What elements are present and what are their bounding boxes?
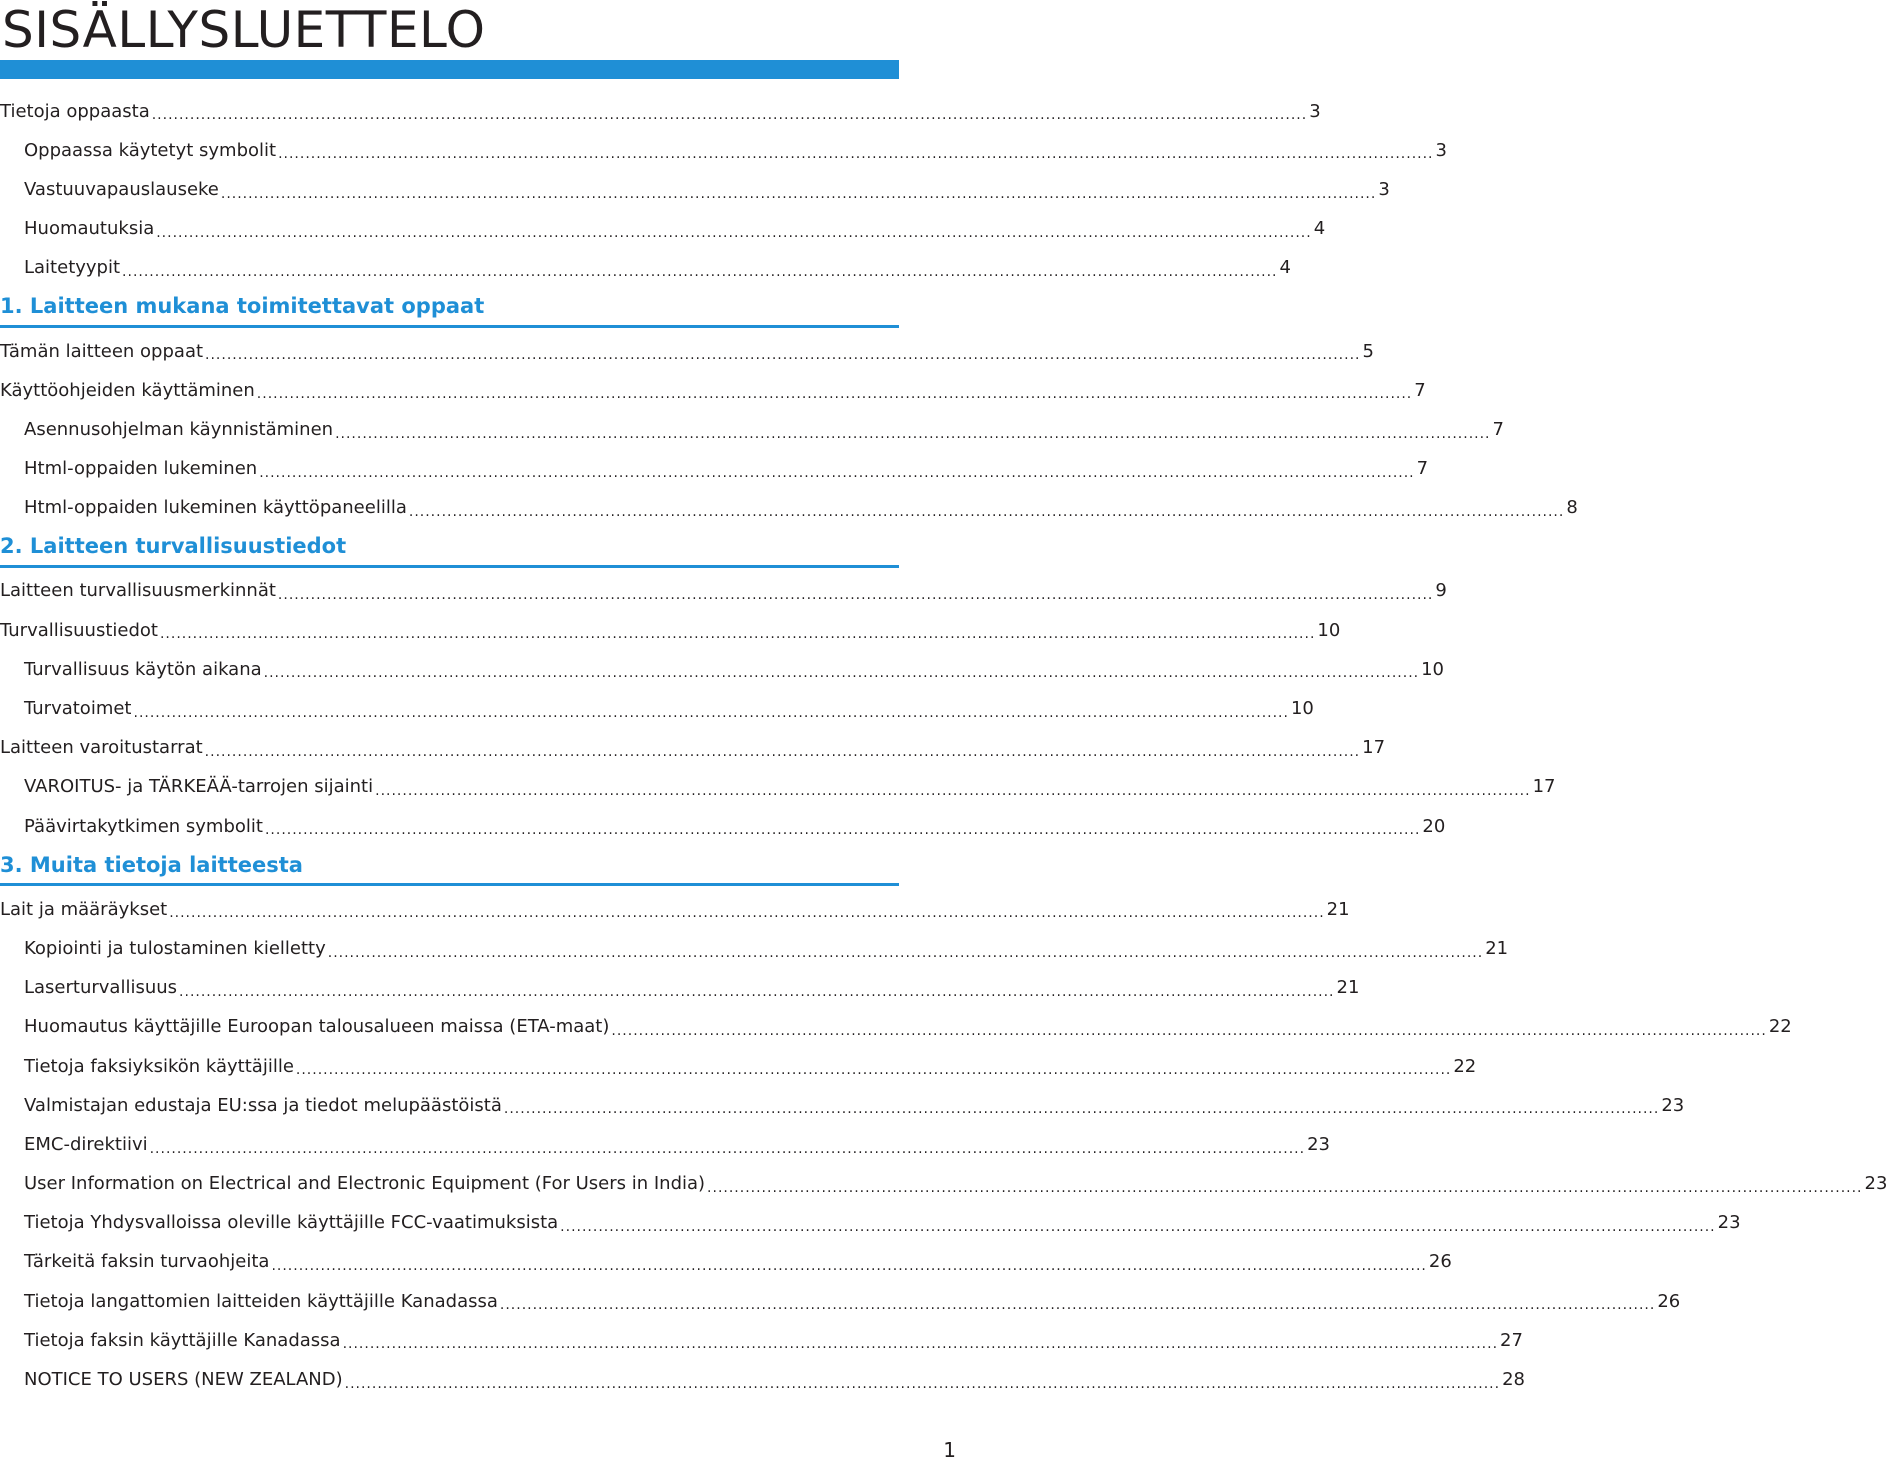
toc-entry-page: 22 bbox=[1453, 1058, 1476, 1076]
dot-leader: .................................................................................................................................................................................................................... bbox=[257, 387, 1412, 410]
toc-entry-page: 23 bbox=[1718, 1214, 1741, 1232]
toc-entry-page: 21 bbox=[1327, 901, 1350, 919]
toc-entry[interactable] bbox=[0, 611, 899, 650]
toc-entry-page: 22 bbox=[1769, 1018, 1792, 1036]
toc-entry[interactable] bbox=[0, 890, 899, 929]
toc-entry-page: 3 bbox=[1378, 181, 1389, 199]
toc-entry[interactable] bbox=[0, 410, 899, 449]
page-title: SISÄLLYSLUETTELO bbox=[2, 2, 486, 58]
toc-entry-title: Huomautus käyttäjille Euroopan talousalueen maissa (ETA-maat) bbox=[24, 1018, 609, 1036]
toc-entry[interactable] bbox=[0, 450, 899, 489]
toc-entry[interactable] bbox=[0, 210, 899, 249]
toc-entry-title: Vastuuvapauslauseke bbox=[24, 181, 219, 199]
toc-entry-title: User Information on Electrical and Electronic Equipment (For Users in India) bbox=[24, 1175, 705, 1193]
toc-entry-title: Laitetyypit bbox=[24, 259, 120, 277]
title-underline-bar bbox=[0, 60, 899, 79]
toc-entry-title: Kopiointi ja tulostaminen kielletty bbox=[24, 940, 326, 958]
toc-entry-page: 17 bbox=[1362, 739, 1385, 757]
toc-entry[interactable] bbox=[0, 1125, 899, 1164]
dot-leader: .................................................................................................................................................................................................................... bbox=[134, 706, 1289, 729]
toc-entry[interactable] bbox=[0, 689, 899, 728]
chapter-heading[interactable]: 2. Laitteen turvallisuustiedot bbox=[0, 528, 899, 568]
toc-entry[interactable] bbox=[0, 1008, 899, 1047]
dot-leader: .................................................................................................................................................................................................................... bbox=[335, 427, 1490, 450]
toc-entry-title: VAROITUS- ja TÄRKEÄÄ-tarrojen sijainti bbox=[24, 778, 373, 796]
toc-entry[interactable] bbox=[0, 1282, 899, 1321]
toc-entry-title: Tämän laitteen oppaat bbox=[0, 343, 203, 361]
toc-entry-title: Tärkeitä faksin turvaohjeita bbox=[24, 1253, 269, 1271]
toc-entry-page: 23 bbox=[1307, 1136, 1330, 1154]
toc-entry[interactable] bbox=[0, 1165, 899, 1204]
toc-entry-title: Päävirtakytkimen symbolit bbox=[24, 818, 263, 836]
toc-entry-page: 23 bbox=[1661, 1097, 1684, 1115]
toc-entry-page: 20 bbox=[1422, 818, 1445, 836]
toc-entry[interactable] bbox=[0, 1204, 899, 1243]
dot-leader: .................................................................................................................................................................................................................... bbox=[611, 1024, 1766, 1047]
dot-leader: .................................................................................................................................................................................................................... bbox=[500, 1298, 1655, 1321]
toc-entry-title: Tietoja langattomien laitteiden käyttäjille Kanadassa bbox=[24, 1293, 498, 1311]
toc-entry-title: Tietoja faksiyksikön käyttäjille bbox=[24, 1058, 294, 1076]
toc-entry-page: 21 bbox=[1485, 940, 1508, 958]
dot-leader: .................................................................................................................................................................................................................... bbox=[221, 187, 1376, 210]
dot-leader: .................................................................................................................................................................................................................... bbox=[375, 784, 1530, 807]
toc-entry[interactable] bbox=[0, 371, 899, 410]
dot-leader: .................................................................................................................................................................................................................... bbox=[179, 985, 1334, 1008]
toc-entry-page: 9 bbox=[1435, 582, 1446, 600]
toc-entry-page: 10 bbox=[1421, 661, 1444, 679]
toc-entry-page: 23 bbox=[1865, 1175, 1887, 1193]
toc-entry-page: 26 bbox=[1429, 1253, 1452, 1271]
dot-leader: .................................................................................................................................................................................................................... bbox=[152, 108, 1307, 131]
toc-entry[interactable] bbox=[0, 729, 899, 768]
dot-leader: .................................................................................................................................................................................................................... bbox=[345, 1377, 1500, 1400]
toc-entry-page: 4 bbox=[1314, 220, 1325, 238]
dot-leader: .................................................................................................................................................................................................................... bbox=[265, 823, 1420, 846]
toc-entry[interactable] bbox=[0, 1360, 899, 1399]
toc-entry-title: Valmistajan edustaja EU:ssa ja tiedot melupäästöistä bbox=[24, 1097, 502, 1115]
toc-entry-page: 7 bbox=[1414, 382, 1425, 400]
toc-entry[interactable] bbox=[0, 92, 899, 131]
toc-entry-title: Huomautuksia bbox=[24, 220, 154, 238]
toc-entry[interactable] bbox=[0, 170, 899, 209]
chapter-heading[interactable]: 1. Laitteen mukana toimitettavat oppaat bbox=[0, 288, 899, 328]
dot-leader: .................................................................................................................................................................................................................... bbox=[259, 466, 1414, 489]
toc-entry-title: Turvallisuus käytön aikana bbox=[24, 661, 262, 679]
dot-leader: .................................................................................................................................................................................................................... bbox=[343, 1337, 1498, 1360]
dot-leader: .................................................................................................................................................................................................................... bbox=[205, 348, 1360, 371]
dot-leader: .................................................................................................................................................................................................................... bbox=[160, 627, 1315, 650]
toc-entry[interactable] bbox=[0, 1243, 899, 1282]
dot-leader: .................................................................................................................................................................................................................... bbox=[150, 1142, 1305, 1165]
dot-leader: .................................................................................................................................................................................................................... bbox=[278, 588, 1433, 611]
toc-entry-title: Turvatoimet bbox=[24, 700, 132, 718]
toc-entry-title: EMC-direktiivi bbox=[24, 1136, 148, 1154]
dot-leader: .................................................................................................................................................................................................................... bbox=[264, 666, 1419, 689]
toc-entry[interactable] bbox=[0, 489, 899, 528]
dot-leader: .................................................................................................................................................................................................................... bbox=[560, 1220, 1715, 1243]
toc-entry-page: 28 bbox=[1502, 1371, 1525, 1389]
toc-entry-page: 8 bbox=[1566, 499, 1577, 517]
table-of-contents bbox=[0, 92, 899, 1400]
toc-entry-page: 4 bbox=[1280, 259, 1291, 277]
toc-entry[interactable] bbox=[0, 1047, 899, 1086]
toc-entry-title: Laitteen turvallisuusmerkinnät bbox=[0, 582, 276, 600]
toc-entry-page: 3 bbox=[1436, 142, 1447, 160]
toc-entry[interactable] bbox=[0, 650, 899, 689]
toc-entry-title: Lait ja määräykset bbox=[0, 901, 167, 919]
dot-leader: .................................................................................................................................................................................................................... bbox=[409, 505, 1564, 528]
toc-entry-title: Html-oppaiden lukeminen käyttöpaneelilla bbox=[24, 499, 407, 517]
toc-entry-page: 10 bbox=[1317, 622, 1340, 640]
toc-entry-title: NOTICE TO USERS (NEW ZEALAND) bbox=[24, 1371, 343, 1389]
toc-entry-title: Tietoja Yhdysvalloissa oleville käyttäjille FCC-vaatimuksista bbox=[24, 1214, 558, 1232]
chapter-heading[interactable]: 3. Muita tietoja laitteesta bbox=[0, 846, 899, 886]
toc-entry-page: 3 bbox=[1309, 103, 1320, 121]
toc-entry[interactable] bbox=[0, 332, 899, 371]
toc-entry-title: Tietoja oppaasta bbox=[0, 103, 150, 121]
dot-leader: .................................................................................................................................................................................................................... bbox=[122, 265, 1277, 288]
toc-entry[interactable] bbox=[0, 929, 899, 968]
toc-entry[interactable] bbox=[0, 1321, 899, 1360]
toc-entry-page: 21 bbox=[1337, 979, 1360, 997]
toc-entry-page: 7 bbox=[1417, 460, 1428, 478]
toc-entry-title: Oppaassa käytetyt symbolit bbox=[24, 142, 276, 160]
toc-entry-title: Html-oppaiden lukeminen bbox=[24, 460, 257, 478]
toc-entry-title: Laitteen varoitustarrat bbox=[0, 739, 203, 757]
dot-leader: .................................................................................................................................................................................................................... bbox=[205, 745, 1360, 768]
dot-leader: .................................................................................................................................................................................................................... bbox=[707, 1181, 1862, 1204]
toc-entry-page: 27 bbox=[1500, 1332, 1523, 1350]
toc-entry[interactable] bbox=[0, 572, 899, 611]
dot-leader: .................................................................................................................................................................................................................... bbox=[156, 226, 1311, 249]
toc-entry-page: 10 bbox=[1291, 700, 1314, 718]
toc-entry-page: 7 bbox=[1493, 421, 1504, 439]
toc-entry-page: 5 bbox=[1362, 343, 1373, 361]
toc-entry[interactable] bbox=[0, 249, 899, 288]
toc-entry-title: Turvallisuustiedot bbox=[0, 622, 158, 640]
dot-leader: .................................................................................................................................................................................................................... bbox=[169, 906, 1324, 929]
toc-entry[interactable] bbox=[0, 969, 899, 1008]
toc-entry[interactable] bbox=[0, 807, 899, 846]
toc-entry-title: Käyttöohjeiden käyttäminen bbox=[0, 382, 255, 400]
dot-leader: .................................................................................................................................................................................................................... bbox=[328, 946, 1483, 969]
page-number: 1 bbox=[943, 1438, 956, 1462]
toc-entry-title: Asennusohjelman käynnistäminen bbox=[24, 421, 333, 439]
toc-entry-page: 26 bbox=[1657, 1293, 1680, 1311]
toc-entry[interactable] bbox=[0, 1086, 899, 1125]
toc-entry[interactable] bbox=[0, 131, 899, 170]
toc-entry-title: Laserturvallisuus bbox=[24, 979, 177, 997]
dot-leader: .................................................................................................................................................................................................................... bbox=[278, 147, 1433, 170]
dot-leader: .................................................................................................................................................................................................................... bbox=[504, 1102, 1659, 1125]
toc-entry[interactable] bbox=[0, 768, 899, 807]
toc-entry-title: Tietoja faksin käyttäjille Kanadassa bbox=[24, 1332, 341, 1350]
dot-leader: .................................................................................................................................................................................................................... bbox=[271, 1259, 1426, 1282]
dot-leader: .................................................................................................................................................................................................................... bbox=[296, 1063, 1451, 1086]
toc-entry-page: 17 bbox=[1533, 778, 1556, 796]
